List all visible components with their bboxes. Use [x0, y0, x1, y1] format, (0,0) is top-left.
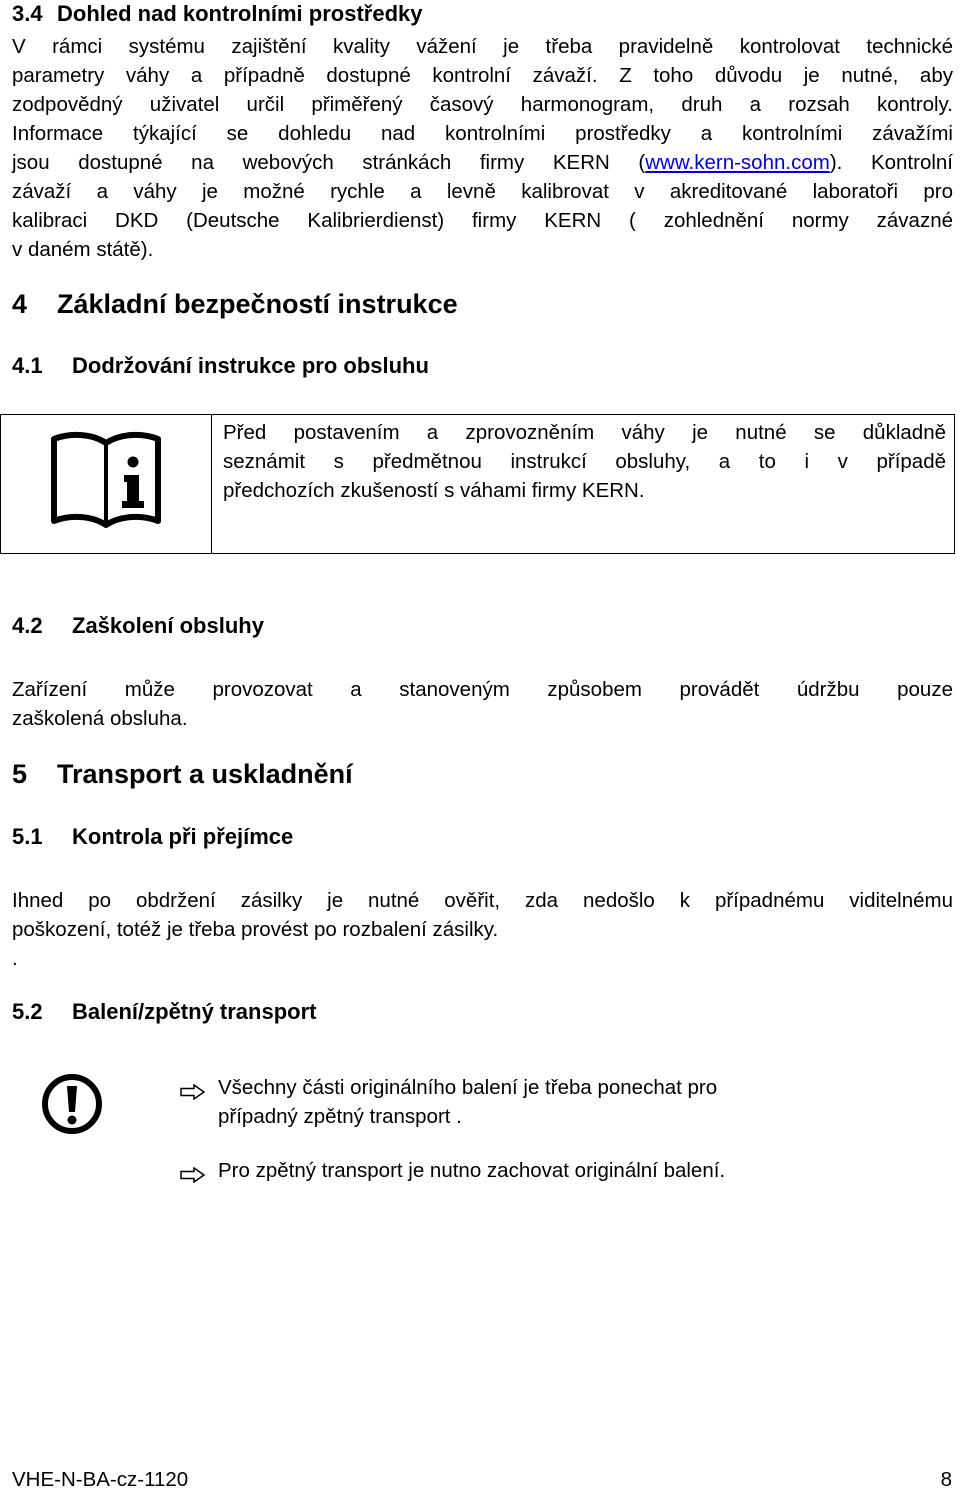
info-box-text	[223, 418, 946, 505]
paragraph-5-1	[12, 886, 953, 973]
kern-website-link[interactable]: www.kern-sohn.com	[645, 151, 830, 174]
text-line: seznámit s předmětnou instrukcí obsluhy, a to i v případě	[223, 450, 946, 473]
text-line: Před postavením a zprovozněním váhy je nutné se důkladně	[223, 421, 946, 444]
section-title: Kontrola při přejímce	[72, 824, 294, 849]
section-number: 3.4	[12, 1, 43, 26]
section-heading-4-1	[12, 352, 429, 380]
text-fragment: ). Kontrolní	[829, 151, 953, 174]
section-number: 5	[12, 759, 28, 789]
text-line: Ihned po obdržení zásilky je nutné ověřit, zda nedošlo k případnému viditelnému	[12, 889, 953, 912]
text-line: Pro zpětný transport je nutno zachovat originální balení.	[218, 1159, 726, 1182]
text-line: Informace týkající se dohledu nad kontrolními prostředky a kontrolními závažími	[12, 122, 953, 145]
section-number: 4.1	[12, 353, 43, 378]
section-title: Transport a uskladnění	[57, 759, 353, 789]
section-title: Dohled nad kontrolními prostředky	[57, 1, 423, 26]
section-number: 4.2	[12, 613, 43, 638]
text-line: .	[12, 947, 18, 970]
text-line: poškození, totéž je třeba provést po rozbalení zásilky.	[12, 918, 499, 941]
text-line: závaží a váhy je možné rychle a levně kalibrovat v akreditované laboratoři pro	[12, 180, 953, 203]
section-heading-5-2	[12, 998, 316, 1026]
text-line: zodpovědný uživatel určil přiměřený časový harmonogram, druh a rozsah kontroly.	[12, 93, 953, 116]
paragraph-3-4	[12, 32, 953, 264]
text-line: Zařízení může provozovat a stanoveným způsobem provádět údržbu pouze	[12, 678, 953, 701]
section-title: Dodržování instrukce pro obsluhu	[72, 353, 429, 378]
section-title: Základní bezpečností instrukce	[57, 289, 458, 319]
bullet-text	[218, 1073, 878, 1131]
section-number: 5.2	[12, 999, 43, 1024]
section-heading-5-1	[12, 823, 293, 851]
section-heading-4	[12, 288, 458, 320]
bullet-item	[180, 1073, 880, 1133]
text-fragment: jsou dostupné na webových stránkách firmy KERN (	[12, 151, 646, 174]
text-line: předchozích zkušeností s váhami firmy KERN.	[223, 479, 645, 502]
section-heading-5	[12, 758, 353, 790]
exclamation-warning-icon	[40, 1072, 104, 1141]
instruction-info-box	[0, 414, 955, 554]
text-line: Všechny části originálního balení je třeba ponechat pro	[218, 1076, 718, 1099]
text-line: případný zpětný transport .	[218, 1105, 462, 1128]
text-line: v daném státě).	[12, 238, 154, 261]
text-line: V rámci systému zajištění kvality vážení je třeba pravidelně kontrolovat technické	[12, 35, 953, 58]
text-line: zaškolená obsluha.	[12, 707, 188, 730]
bullet-text	[218, 1156, 878, 1185]
box-divider	[211, 415, 212, 553]
section-number: 5.1	[12, 824, 43, 849]
section-title: Balení/zpětný transport	[72, 999, 317, 1024]
document-id: VHE-N-BA-cz-1120	[12, 1468, 189, 1491]
text-line: kalibraci DKD (Deutsche Kalibrierdienst) firmy KERN ( zohlednění normy závazné	[12, 209, 953, 232]
bullet-item	[180, 1156, 880, 1186]
arrow-right-icon	[180, 1079, 206, 1108]
page-number: 8	[940, 1468, 952, 1491]
section-heading-3-4	[12, 0, 422, 28]
text-line: parametry váhy a případně dostupné kontrolní závaží. Z toho důvodu je nutné, aby	[12, 64, 953, 87]
section-title: Zaškolení obsluhy	[72, 613, 264, 638]
paragraph-4-2	[12, 675, 953, 733]
section-heading-4-2	[12, 612, 264, 640]
arrow-right-icon	[180, 1162, 206, 1191]
text-line	[12, 148, 953, 177]
manual-info-icon	[51, 431, 161, 536]
section-number: 4	[12, 289, 28, 319]
